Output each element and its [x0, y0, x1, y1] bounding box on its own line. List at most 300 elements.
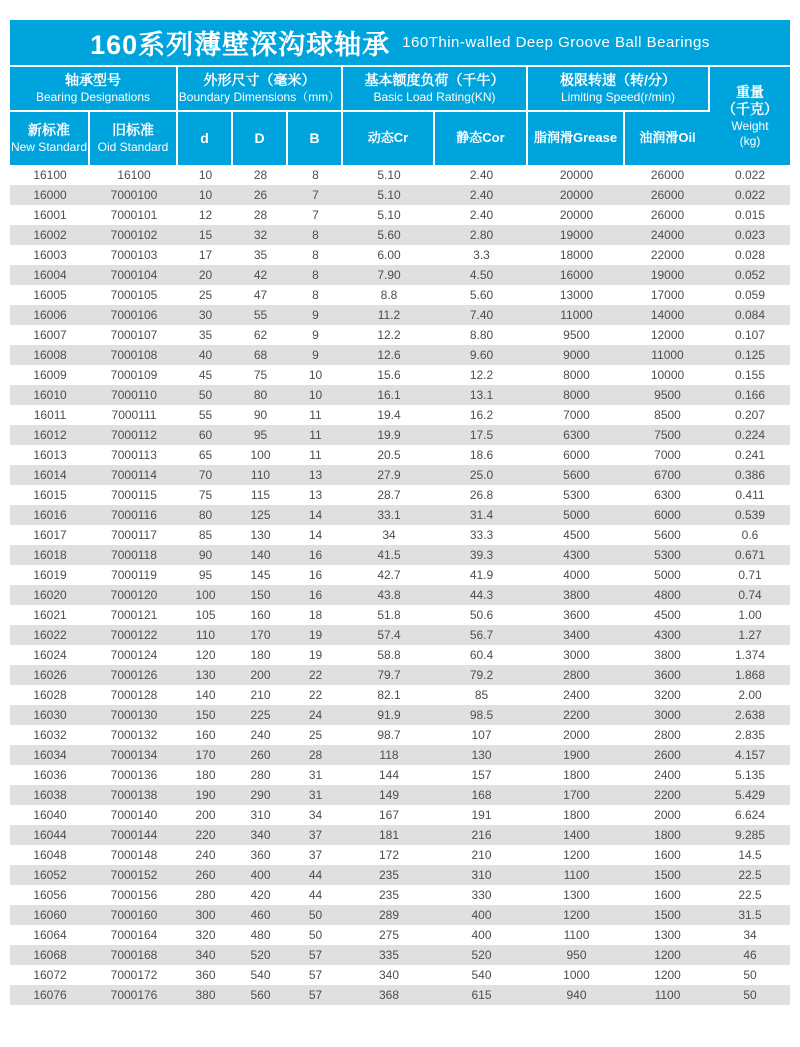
- table-cell: 7: [312, 208, 319, 222]
- table-cell: 16034: [33, 748, 67, 762]
- table-row: [10, 245, 790, 265]
- table-cell: 400: [250, 868, 271, 882]
- table-row: [10, 805, 790, 825]
- table-cell: 9500: [654, 388, 681, 402]
- table-cell: 5300: [563, 488, 590, 502]
- table-cell: 216: [471, 828, 492, 842]
- table-cell: 22: [308, 668, 323, 682]
- table-cell: 0.052: [734, 268, 766, 282]
- table-cell: 9.60: [469, 348, 494, 362]
- table-cell: 28: [253, 208, 268, 222]
- table-cell: 7000111: [111, 408, 157, 422]
- table-cell: 16013: [33, 448, 67, 462]
- table-cell: 10: [308, 388, 323, 402]
- table-cell: 16024: [33, 648, 67, 662]
- table-cell: 1900: [563, 748, 590, 762]
- table-cell: 8: [312, 168, 319, 182]
- table-cell: 0.539: [734, 508, 766, 522]
- table-cell: 360: [195, 968, 216, 982]
- table-cell: 7.40: [469, 308, 494, 322]
- table-cell: 7000144: [110, 828, 158, 842]
- table-cell: 1.27: [738, 628, 762, 642]
- table-cell: 950: [566, 948, 587, 962]
- table-cell: 0.107: [734, 328, 766, 342]
- table-row: [10, 925, 790, 945]
- table-row: [10, 425, 790, 445]
- table-cell: 400: [471, 908, 492, 922]
- header-group-zh: 轴承型号: [65, 72, 121, 89]
- table-cell: 340: [378, 968, 400, 982]
- table-cell: 1.868: [734, 668, 766, 682]
- table-cell: 50: [198, 388, 213, 402]
- table-cell: 22000: [650, 248, 685, 262]
- table-cell: 55: [253, 308, 268, 322]
- table-cell: 181: [378, 828, 400, 842]
- table-cell: 9000: [563, 348, 590, 362]
- table-cell: 3800: [563, 588, 590, 602]
- table-cell: 2800: [654, 728, 681, 742]
- table-row: [10, 525, 790, 545]
- table-cell: 16017: [33, 528, 67, 542]
- table-cell: 31: [308, 788, 323, 802]
- table-cell: 7000130: [110, 708, 158, 722]
- table-cell: 0.084: [734, 308, 766, 322]
- table-cell: 50.6: [469, 608, 494, 622]
- table-cell: 26.8: [469, 488, 494, 502]
- table-cell: 1000: [563, 968, 590, 982]
- table-cell: 50: [308, 928, 323, 942]
- table-cell: 150: [195, 708, 216, 722]
- table-cell: 5.10: [377, 208, 401, 222]
- table-cell: 16044: [33, 828, 67, 842]
- table-cell: 62: [253, 328, 268, 342]
- table-cell: 280: [195, 888, 216, 902]
- table-cell: 34: [308, 808, 323, 822]
- table-cell: 13: [308, 468, 323, 482]
- header-sub-en: New Standard: [10, 139, 88, 154]
- table-row: [10, 705, 790, 725]
- table-cell: 2200: [563, 708, 590, 722]
- table-cell: 12.2: [469, 368, 494, 382]
- table-cell: 11000: [560, 308, 593, 322]
- header-group-en: Basic Load Rating(KN): [373, 89, 496, 104]
- table-cell: 7000114: [111, 468, 157, 482]
- table-cell: 0.155: [734, 368, 766, 382]
- table-cell: 275: [378, 928, 400, 942]
- table-cell: 220: [195, 828, 216, 842]
- table-cell: 0.224: [734, 428, 766, 442]
- table-cell: 7000160: [110, 908, 158, 922]
- table-cell: 35: [198, 328, 213, 342]
- table-cell: 7000117: [111, 528, 157, 542]
- table-cell: 12: [198, 208, 213, 222]
- table-cell: 168: [471, 788, 492, 802]
- table-cell: 2.80: [469, 228, 494, 242]
- table-cell: 57.4: [377, 628, 401, 642]
- table-cell: 125: [250, 508, 271, 522]
- table-row: [10, 285, 790, 305]
- table-cell: 1800: [654, 828, 681, 842]
- table-cell: 16026: [33, 668, 67, 682]
- table-cell: 16010: [33, 388, 67, 402]
- table-cell: 380: [195, 988, 216, 1002]
- table-cell: 2800: [563, 668, 590, 682]
- table-cell: 5300: [654, 548, 681, 562]
- header-static-cor: [435, 112, 528, 165]
- table-cell: 9: [312, 348, 319, 362]
- table-cell: 0.74: [738, 588, 762, 602]
- table-cell: 37: [308, 828, 323, 842]
- table-cell: 7000100: [110, 188, 158, 202]
- table-cell: 80: [198, 508, 213, 522]
- table-cell: 1100: [563, 928, 590, 942]
- table-cell: 0.059: [734, 288, 766, 302]
- table-cell: 4000: [563, 568, 590, 582]
- table-cell: 12.6: [377, 348, 401, 362]
- table-cell: 1200: [563, 848, 590, 862]
- table-cell: 7000176: [110, 988, 158, 1002]
- table-row: [10, 325, 790, 345]
- table-row: [10, 365, 790, 385]
- table-cell: 16100: [117, 168, 151, 182]
- table-cell: 16005: [33, 288, 67, 302]
- header-sub-zh: 旧标准: [112, 122, 154, 139]
- table-cell: 2400: [654, 768, 681, 782]
- table-cell: 85: [198, 528, 213, 542]
- table-cell: 17000: [650, 288, 685, 302]
- table-row: [10, 885, 790, 905]
- header-sub-en: Oid Standard: [97, 139, 169, 154]
- header-oil-speed: [625, 112, 710, 165]
- table-row: [10, 345, 790, 365]
- table-cell: 31.4: [469, 508, 494, 522]
- table-cell: 280: [250, 768, 271, 782]
- table-cell: 56.7: [469, 628, 494, 642]
- table-cell: 940: [566, 988, 587, 1002]
- table-cell: 20000: [559, 208, 594, 222]
- table-cell: 335: [378, 948, 400, 962]
- header-group-zh: 基本额度负荷（千牛）: [364, 72, 505, 89]
- table-row: [10, 465, 790, 485]
- table-cell: 16076: [33, 988, 67, 1002]
- table-cell: 7000122: [110, 628, 158, 642]
- table-cell: 5000: [563, 508, 590, 522]
- table-cell: 3600: [563, 608, 590, 622]
- table-cell: 8000: [563, 388, 590, 402]
- table-cell: 7000168: [110, 948, 158, 962]
- table-cell: 16012: [33, 428, 67, 442]
- table-cell: 240: [250, 728, 271, 742]
- table-cell: 105: [195, 608, 216, 622]
- table-cell: 14: [308, 528, 323, 542]
- header-old-standard: [90, 112, 178, 165]
- table-cell: 60: [198, 428, 213, 442]
- table-cell: 11: [309, 408, 322, 422]
- table-cell: 149: [378, 788, 400, 802]
- table-cell: 20000: [559, 168, 594, 182]
- table-cell: 10000: [650, 368, 685, 382]
- table-cell: 0.028: [734, 248, 766, 262]
- table-cell: 8: [312, 288, 319, 302]
- table-cell: 8.8: [380, 288, 398, 302]
- table-cell: 85: [474, 688, 489, 702]
- table-cell: 8: [312, 248, 319, 262]
- table-cell: 310: [471, 868, 492, 882]
- table-cell: 75: [253, 368, 268, 382]
- table-cell: 16020: [33, 588, 67, 602]
- table-cell: 110: [250, 468, 271, 482]
- table-cell: 43.8: [377, 588, 401, 602]
- table-cell: 2400: [563, 688, 590, 702]
- table-cell: 24: [308, 708, 323, 722]
- table-cell: 6300: [563, 428, 590, 442]
- table-cell: 11.2: [377, 308, 401, 322]
- table-cell: 400: [471, 928, 492, 942]
- header-group-basic-load-rating: [343, 67, 528, 112]
- table-cell: 16003: [33, 248, 67, 262]
- table-row: [10, 185, 790, 205]
- table-cell: 57: [308, 988, 323, 1002]
- table-cell: 16: [308, 568, 323, 582]
- table-cell: 50: [743, 988, 757, 1002]
- table-cell: 44: [308, 868, 323, 882]
- table-cell: 8: [312, 268, 319, 282]
- table-cell: 0.386: [734, 468, 766, 482]
- table-row: [10, 685, 790, 705]
- table-row: [10, 665, 790, 685]
- table-cell: 2200: [654, 788, 681, 802]
- table-cell: 368: [378, 988, 400, 1002]
- table-row: [10, 205, 790, 225]
- header-group-en: Bearing Designations: [35, 89, 151, 104]
- table-cell: 5.429: [734, 788, 766, 802]
- table-cell: 16038: [33, 788, 67, 802]
- table-cell: 7000115: [111, 488, 157, 502]
- table-cell: 4.157: [734, 748, 766, 762]
- table-cell: 240: [195, 848, 216, 862]
- table-cell: 42.7: [377, 568, 401, 582]
- table-cell: 6.624: [734, 808, 766, 822]
- table-cell: 16016: [33, 508, 67, 522]
- table-cell: 0.125: [734, 348, 766, 362]
- table-cell: 7000140: [110, 808, 158, 822]
- table-row: [10, 765, 790, 785]
- table-cell: 115: [250, 488, 271, 502]
- table-cell: 7000156: [110, 888, 158, 902]
- table-cell: 11: [309, 448, 322, 462]
- table-cell: 0.241: [734, 448, 766, 462]
- table-cell: 32: [253, 228, 268, 242]
- table-cell: 360: [250, 848, 271, 862]
- header-sub-label: B: [309, 129, 320, 146]
- table-cell: 16.2: [469, 408, 494, 422]
- table-cell: 31.5: [738, 908, 762, 922]
- table-cell: 42: [253, 268, 268, 282]
- table-cell: 4500: [654, 608, 681, 622]
- table-cell: 50: [308, 908, 323, 922]
- table-cell: 7000103: [110, 248, 158, 262]
- table-cell: 4300: [654, 628, 681, 642]
- table-cell: 340: [195, 948, 216, 962]
- table-cell: 19.9: [377, 428, 401, 442]
- table-cell: 3800: [654, 648, 681, 662]
- table-cell: 7000152: [110, 868, 158, 882]
- table-cell: 225: [250, 708, 271, 722]
- table-title-band: [10, 20, 790, 65]
- table-cell: 16032: [33, 728, 67, 742]
- table-cell: 16002: [33, 228, 67, 242]
- table-cell: 9.285: [734, 828, 766, 842]
- table-cell: 16000: [33, 188, 67, 202]
- table-cell: 16007: [33, 328, 67, 342]
- table-cell: 14: [308, 508, 323, 522]
- table-cell: 91.9: [377, 708, 401, 722]
- table-cell: 16: [308, 548, 323, 562]
- table-cell: 7000: [563, 408, 590, 422]
- table-cell: 7000113: [111, 448, 157, 462]
- table-cell: 2600: [654, 748, 681, 762]
- table-cell: 16021: [33, 608, 67, 622]
- header-weight-en-unit: (kg): [739, 133, 761, 148]
- table-cell: 9: [312, 308, 319, 322]
- table-cell: 79.2: [469, 668, 494, 682]
- table-cell: 15: [198, 228, 213, 242]
- table-row: [10, 845, 790, 865]
- table-cell: 1.00: [738, 608, 762, 622]
- table-cell: 46: [743, 948, 757, 962]
- table-cell: 200: [250, 668, 271, 682]
- table-cell: 150: [250, 588, 271, 602]
- table-cell: 5.10: [377, 188, 401, 202]
- table-cell: 8000: [563, 368, 590, 382]
- table-cell: 7000104: [110, 268, 158, 282]
- table-cell: 100: [250, 448, 271, 462]
- table-cell: 7000101: [110, 208, 158, 222]
- table-cell: 7000124: [110, 648, 158, 662]
- table-body: [10, 165, 790, 1005]
- table-row: [10, 585, 790, 605]
- table-cell: 35: [253, 248, 268, 262]
- table-cell: 1500: [654, 868, 681, 882]
- table-cell: 16022: [33, 628, 67, 642]
- table-cell: 120: [195, 648, 216, 662]
- table-row: [10, 625, 790, 645]
- header-group-bearing-designations: [10, 67, 178, 112]
- table-cell: 7000112: [111, 428, 157, 442]
- table-cell: 70: [198, 468, 213, 482]
- table-cell: 16009: [33, 368, 67, 382]
- table-row: [10, 725, 790, 745]
- table-cell: 7000138: [110, 788, 158, 802]
- table-cell: 7500: [654, 428, 681, 442]
- table-row: [10, 745, 790, 765]
- table-cell: 7000134: [110, 748, 158, 762]
- table-cell: 41.9: [469, 568, 494, 582]
- table-cell: 1100: [563, 868, 590, 882]
- table-cell: 16052: [33, 868, 67, 882]
- table-row: [10, 485, 790, 505]
- table-cell: 95: [198, 568, 213, 582]
- table-row: [10, 305, 790, 325]
- table-cell: 340: [250, 828, 271, 842]
- table-cell: 16100: [33, 168, 67, 182]
- header-sub-label: D: [254, 129, 265, 146]
- table-cell: 19.4: [377, 408, 401, 422]
- table-cell: 26000: [650, 208, 685, 222]
- table-cell: 20000: [559, 188, 594, 202]
- table-cell: 44.3: [469, 588, 494, 602]
- table-cell: 7000109: [110, 368, 158, 382]
- table-cell: 3400: [563, 628, 590, 642]
- table-cell: 16.1: [377, 388, 401, 402]
- table-cell: 260: [250, 748, 271, 762]
- table-cell: 172: [378, 848, 400, 862]
- table-cell: 28: [308, 748, 323, 762]
- table-cell: 5600: [654, 528, 681, 542]
- table-cell: 25: [198, 288, 213, 302]
- table-cell: 18: [308, 608, 323, 622]
- table-cell: 20.5: [377, 448, 401, 462]
- table-cell: 16028: [33, 688, 67, 702]
- table-cell: 289: [378, 908, 400, 922]
- table-cell: 210: [250, 688, 271, 702]
- table-cell: 7000119: [111, 568, 157, 582]
- table-cell: 1300: [563, 888, 590, 902]
- table-cell: 57: [308, 948, 323, 962]
- table-cell: 8500: [654, 408, 681, 422]
- table-cell: 26000: [650, 188, 685, 202]
- table-cell: 144: [378, 768, 400, 782]
- table-cell: 60.4: [469, 648, 494, 662]
- table-cell: 16018: [33, 548, 67, 562]
- table-cell: 7: [312, 188, 319, 202]
- header-sub-label: d: [200, 129, 209, 146]
- table-cell: 190: [195, 788, 216, 802]
- table-cell: 1200: [563, 908, 590, 922]
- table-cell: 2000: [563, 728, 590, 742]
- table-cell: 9: [312, 328, 319, 342]
- header-grease-speed: [528, 112, 625, 165]
- table-cell: 16006: [33, 308, 67, 322]
- header-weight-zh: 重量: [736, 83, 764, 100]
- table-cell: 7000164: [110, 928, 158, 942]
- table-cell: 2.638: [734, 708, 766, 722]
- table-cell: 330: [471, 888, 492, 902]
- table-cell: 19000: [559, 228, 594, 242]
- table-cell: 118: [379, 748, 399, 762]
- table-cell: 16004: [33, 268, 67, 282]
- header-weight: [710, 67, 790, 165]
- table-cell: 22: [308, 688, 323, 702]
- table-cell: 37: [308, 848, 323, 862]
- table-cell: 320: [195, 928, 216, 942]
- table-cell: 2.00: [738, 688, 762, 702]
- table-cell: 6000: [563, 448, 590, 462]
- table-cell: 25.0: [469, 468, 494, 482]
- table-cell: 24000: [650, 228, 685, 242]
- table-cell: 16000: [559, 268, 594, 282]
- table-cell: 7000126: [110, 668, 158, 682]
- table-row: [10, 445, 790, 465]
- table-cell: 0.166: [734, 388, 766, 402]
- table-cell: 7000106: [110, 308, 158, 322]
- table-cell: 4800: [654, 588, 681, 602]
- table-cell: 2.40: [469, 168, 494, 182]
- table-cell: 7000136: [110, 768, 158, 782]
- table-row: [10, 865, 790, 885]
- table-cell: 170: [250, 628, 271, 642]
- table-cell: 90: [198, 548, 213, 562]
